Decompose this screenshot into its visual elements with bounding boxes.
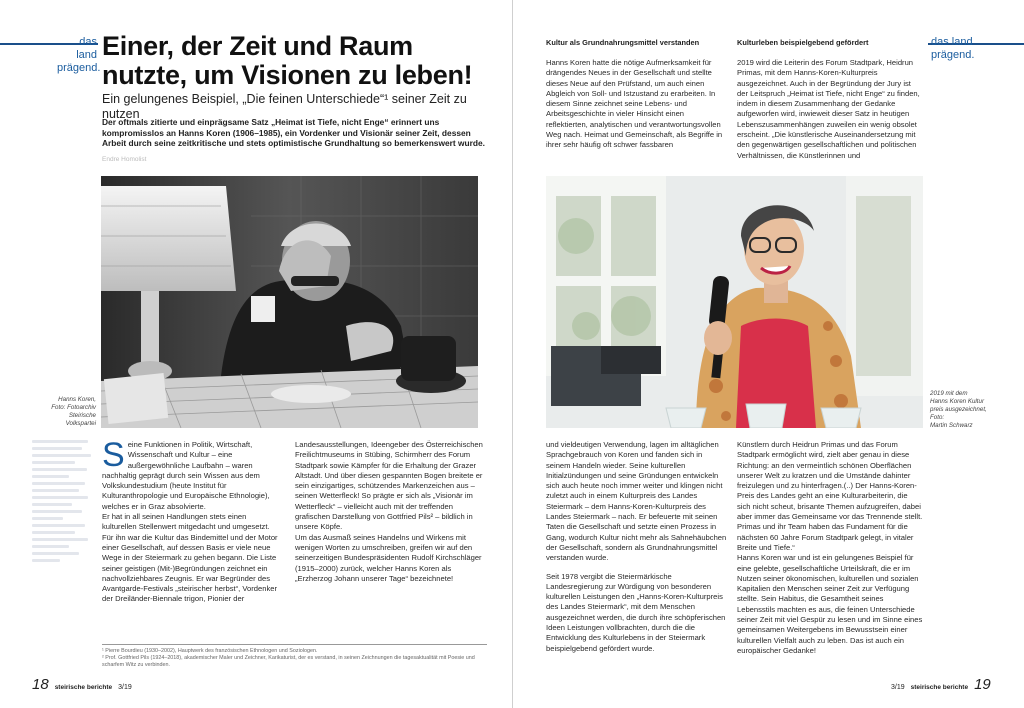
hanns-koren-photo: [101, 176, 478, 428]
section-tag-line: prägend.: [57, 62, 101, 74]
page-number: 18: [32, 676, 49, 693]
caption-line: preis ausgezeichnet,: [930, 406, 987, 413]
caption-line: Foto:: [930, 414, 945, 421]
issue-number: 3/19: [891, 684, 905, 691]
footnotes: [102, 644, 487, 670]
caption-line: Hanns Koren Kultur: [930, 398, 984, 405]
body-column-4-bottom: [737, 440, 923, 670]
body-column-2: [295, 440, 485, 640]
body-column-4-top: [737, 58, 923, 170]
page-number: 19: [974, 676, 991, 693]
section-tag-line: prägend.: [931, 49, 975, 61]
body-column-3-bottom: [546, 440, 728, 670]
paragraph: Um das Ausmaß seines Handelns und Wirkens mit wenigen Worten zu umschreiben, greifen wir auf den seinerzeitigen Bundespräsidenten Rudolf Kirchschläger (1915–2000) zurück, welcher Hanns Koren als „Erzherzog Johann unserer Tage“ bezeichnete!: [295, 532, 482, 583]
right-page: [512, 0, 1024, 708]
section-tag-line: das land: [76, 36, 97, 61]
footnote: ² Prof. Gottfried Pils (1924–2018), akademischer Maler und Zeichner, Karikaturist, der es verstand, in seinen Zeichnungen die tagesaktualität mit Poesie und scharfem Witz zu verbinden.: [102, 655, 475, 669]
paragraph: Hanns Koren war und ist ein gelungenes Beispiel für eine gelebte, gesellschaftliche Urteilskraft, die er im Nutzen seiner ökonomischen, kulturellen und sozialen Kapitalien den Menschen seiner Zeit zur Verfügung stellte. Sein Habitus, die Gesamtheit seines Lebensstils machten es aus, die feinen Unterschiede seiner Zeit mit viel Gespür zu lesen und im Sinne eines gemeinsamen Weitergebens im Bewusstsein einer kulturellen Vielfalt auch zu leben. Das ist auch ein europäischer Gedanke!: [737, 553, 923, 655]
page-folio: [32, 676, 132, 693]
author-line: Endre Homolist: [102, 156, 147, 163]
column-heading: Kultur als Grundnahrungsmittel verstanden: [546, 38, 700, 47]
caption-line: Volkspartei: [65, 420, 96, 427]
caption-line: Hanns Koren,: [58, 396, 96, 403]
section-tag: [57, 36, 101, 75]
page-folio: [891, 676, 991, 693]
heidrun-primas-photo: [546, 176, 923, 428]
paragraph: 2019 wird die Leiterin des Forum Stadtpark, Heidrun Primas, mit dem Hanns-Koren-Kulturpreis ausgezeichnet. Auch in der Begründung der Jury ist der Leitspruch „Heimat ist Tiefe, nicht Enge“ zu finden, indem in diesem Zusammenhang der Gedanke aufgeworfen wird, inwieweit dieser Satz in heutigen Lebenszusammenhängen zuweilen ein wenig obsolet erscheint. „Die künstlerische Auseinandersetzung mit den gegenwärtigen gesellschaftlichen und politischen Verhältnissen, die Künstlerinnen und: [737, 58, 920, 160]
caption-line: Steirische: [68, 412, 96, 419]
caption-line: 2019 mit dem: [930, 390, 968, 397]
section-tag: [931, 36, 974, 62]
article-subtitle: Ein gelungenes Beispiel, „Die feinen Unterschiede“¹ seiner Zeit zu nutzen: [102, 92, 467, 121]
paragraph: eine Funktionen in Politik, Wirtschaft, Wissenschaft und Kultur – eine außergewöhnliche Laufbahn – waren nachhaltig geprägt durch sein Wissen aus dem Volkskundestudium (heute Institut für Kulturanthropologie und Europäische Ethnologie), welches er in Graz absolvierte.: [102, 440, 270, 511]
body-column-3-top: [546, 58, 726, 170]
paragraph: Er hat in all seinen Handlungen stets einen kulturellen Stellenwert mitgedacht und umgesetzt. Für ihn war die Kultur das Bindemittel und der Motor einer Gesellschaft, auf dessen Basis er viele neue Wege in der Steiermark zu gehen begann. Die Liste seiner geistigen (Mit-)Begründungen zeichnet ein nachvollziehbares Zeugnis. Er war Begründer des Avantgarde-Festivals „steirischer herbst“, Vordenker der Dreiländer-Biennale trigon, Pionier der: [102, 512, 278, 604]
publication-name: steirische berichte: [54, 684, 113, 691]
article-lead: Der oftmals zitierte und einprägsame Satz „Heimat ist Tiefe, nicht Enge“ erinnert uns kompromisslos an Hanns Koren (1906–1985), ein Vordenker und Visionär seiner Zeit, dessen Arbeit durch seine zeitkritische und stets optimistische Grundhaltung so bemerkenswert wurde.: [102, 117, 486, 149]
paragraph: Künstlern durch Heidrun Primas und das Forum Stadtpark ermöglicht wird, zielt aber genau in diese Richtung: an den vermeintlich schönen Oberflächen unserer Welt zu kratzen und die Umstände dahinter freizulegen und zu hinterfragen.(..) Der Hanns-Koren-Preis des Landes geht an eine Kulturarbeiterin, die sich nicht scheut, brisante Themen aufzugreifen, dabei aber immer das Gemeinsame vor das Trennende stellt. Primas und ihr Team haben das Fundament für die nächsten 60 Jahre Forum Stadtpark gelegt, in vitaler Breite und Tiefe.“: [737, 440, 923, 552]
paragraph: und vieldeutigen Verwendung, lagen im alltäglichen Sprachgebrauch von Koren und fanden sich in seinem Handeln wieder. Seine kulturellen Initialzündungen und seine Gründungen entwickeln sich auch heute noch immer weiter und klingen nicht zuletzt auch in einem Kulturpreis des Landes Steiermark – dem Hanns-Koren-Kulturpreis des Landes Steiermark – nach. Er befeuerte mit seinen Taten die Gesellschaft und setzte einen Prozess in Gang, wodurch Kultur nicht mehr als Sahnehäubchen der Gesellschaft, sondern als Grundnahrungsmittel verstanden wurde.: [546, 440, 727, 563]
issue-number: 3/19: [118, 684, 132, 691]
footnote: ¹ Pierre Bourdieu (1930–2002), Hauptwerk des französischen Ethnologen und Soziologen.: [102, 648, 318, 654]
sidebar-fragment: [32, 440, 94, 566]
drop-cap: S: [102, 436, 125, 474]
body-column-1: [102, 436, 280, 640]
caption-line: Foto: Fotoarchiv: [51, 404, 96, 411]
paragraph: Landesausstellungen, Ideengeber des Österreichischen Freilichtmuseums in Stübing, Schirmherr des Forum Stadtpark sowie Kämpfer für die Erhaltung der Grazer Altstadt. Und über diesen gespannten Bogen breitete er sein einzigartiges, schützendes Markenzeichen aus – seinen Wetterfleck! So prägte er sich als „Visionär im Wetterfleck“ – vielleicht auch mit der treffenden grafischen Darstellung von Gottfried Pils² – bildlich in unsere Köpfe.: [295, 440, 483, 532]
photo-caption: [30, 396, 96, 428]
caption-line: Martin Schwarz: [930, 422, 973, 429]
column-heading: Kulturleben beispielgebend gefördert: [737, 38, 869, 47]
paragraph: Seit 1978 vergibt die Steiermärkische Landesregierung zur Würdigung von besonderen kulturellen Leistungen den „Hanns-Koren-Kulturpreis des Landes Steiermark“, mit dem Menschen ausgezeichnet werden, die durch ihre schöpferischen Ideen Leistungen vollbrachten, durch die die Entwicklung des Kulturlebens in der Steiermark beispielgebend gefördert wurde.: [546, 571, 726, 653]
article-title: Einer, der Zeit und Raum nutzte, um Visionen zu leben!: [102, 31, 473, 90]
paragraph: Hanns Koren hatte die nötige Aufmerksamkeit für drängendes Neues in der Gesellschaft und stellte dieses Neue auf den Prüfstand, um auch einen Abgleich von Soll- und Istzustand zu erarbeiten. In diesem Sinne zeichnet seine Lebens- und Arbeitsgeschichte in vieler Hinsicht einen reflektierten, analytischen und verantwortungsvollen Weg nach. Heimat und Gemeinschaft, als Begriffe in ihrer sehr häufig oft schwer fassbaren: [546, 58, 723, 150]
publication-name: steirische berichte: [910, 684, 969, 691]
section-tag-line: das land: [931, 36, 973, 48]
photo-caption: [930, 390, 1010, 430]
